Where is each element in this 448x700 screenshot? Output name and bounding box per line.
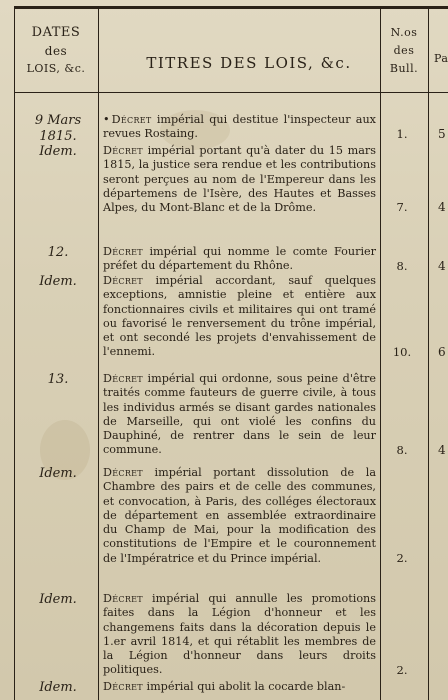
entry-page-number: 5 [438, 127, 446, 141]
titles-column-header: TITRES DES LOIS, &c. [146, 54, 352, 72]
entry-text: impérial qui destitue l'inspecteur aux revues Rostaing. [103, 113, 376, 141]
entry-lead-word: Décret [111, 113, 152, 126]
entry-text: impérial portant qu'à dater du 15 mars 1815, la justice sera rendue et les contributions seront perçues au nom de l'Empereur dans les départemens de l'Isère, des Hautes et Basses Alpes, du Mont-Blanc et de la Drôme. [103, 144, 376, 215]
entry-title [103, 245, 376, 274]
entry-text: impérial portant dissolution de la Chambre des pairs et de celle des communes, et convocation, à Paris, des colléges électoraux de département en assemblée extraordinaire du Champ de Mai, pour la modification des constitutions de l'Empire et le couronnement de l'Impératrice et du Prince impérial. [103, 466, 376, 565]
entry-marker: • [103, 113, 110, 126]
entry-title [103, 113, 376, 142]
entry-date-line: Idem. [39, 466, 77, 481]
entry-date-line: 12. [47, 245, 69, 260]
entry-title [103, 274, 376, 360]
entry-bulletin-number: 8. [396, 443, 408, 457]
entry-title [103, 144, 376, 215]
entry-date-line: 1815. [39, 129, 77, 144]
bull-header-line-2: des [393, 44, 415, 57]
dates-header-line-3: LOIS, &c. [26, 62, 86, 75]
entry-date-line: Idem. [39, 680, 77, 695]
entry-date-line: Idem. [39, 144, 77, 159]
entry-title [103, 372, 376, 458]
entry-title [103, 592, 376, 678]
entry-date [14, 466, 102, 482]
entry-date-line: 13. [47, 372, 69, 387]
entry-bulletin-number: 2. [396, 551, 408, 565]
dates-header-line-1: DATES [31, 25, 81, 40]
bull-header-line-1: N.os [390, 26, 418, 39]
entry-bulletin-number: 2. [396, 663, 408, 677]
table-top-border [14, 6, 448, 9]
entry-page-number: 4 [438, 200, 446, 214]
entry-date-line: 9 Mars [34, 113, 82, 128]
entry-text: impérial accordant, sauf quelques exceptions, amnistie pleine et entière aux fonctionnaires civils et militaires qui ont tramé ou favorisé le renversement du trône impérial, et ont secondé les projets d'envahissement de l'ennemi. [103, 274, 376, 359]
entry-date [14, 274, 102, 290]
page-column-header: Pa [434, 52, 448, 65]
dates-column-header [14, 24, 98, 78]
entry-bulletin-number: 8. [396, 259, 408, 273]
entry-page-number: 4 [438, 259, 446, 273]
entry-lead-word: Décret [103, 372, 143, 385]
entry-lead-word: Décret [103, 592, 143, 605]
entry-lead-word: Décret [103, 245, 143, 258]
dates-header-line-2: des [44, 44, 68, 58]
entry-text: impérial qui annulle les promotions faites dans la Légion d'honneur et les changemens faits dans la décoration depuis le 1.er avril 1814, et qui rétablit les membres de la Légion d'honneur dans leurs droits politiques. [103, 592, 376, 677]
entry-page-number: 4 [438, 443, 446, 457]
entry-text: impérial qui abolit la cocarde blan- [142, 680, 346, 693]
entry-date [14, 680, 102, 696]
entry-lead-word: Décret [103, 680, 143, 693]
entry-date [14, 372, 102, 388]
entry-date-line: Idem. [39, 274, 77, 289]
entry-lead-word: Décret [103, 466, 143, 479]
entry-date [14, 245, 102, 261]
entry-date [14, 144, 102, 160]
bull-column-header [380, 24, 428, 78]
entry-bulletin-number: 7. [396, 200, 408, 214]
entry-title [103, 466, 376, 566]
entry-lead-word: Décret [103, 274, 143, 287]
entry-text: impérial qui ordonne, sous peine d'être traités comme fauteurs de guerre civile, à tous les individus armés se disant gardes nationales de Marseille, qui ont violé les confins du Dauphiné, de rentrer dans le sein de leur commune. [103, 372, 376, 457]
entry-page-number: 6 [438, 345, 446, 359]
entry-date [14, 113, 102, 145]
column-divider-bull [428, 6, 429, 700]
table-header [14, 10, 448, 93]
bull-header-line-3: Bull. [389, 62, 419, 75]
entry-date-line: Idem. [39, 592, 77, 607]
entry-bulletin-number: 1. [396, 127, 408, 141]
entry-lead-word: Décret [103, 144, 143, 157]
entry-title [103, 680, 376, 694]
entry-date [14, 592, 102, 608]
entry-bulletin-number: 10. [392, 345, 412, 359]
entry-text: impérial qui nomme le comte Fourier préfet du département du Rhône. [103, 245, 376, 273]
